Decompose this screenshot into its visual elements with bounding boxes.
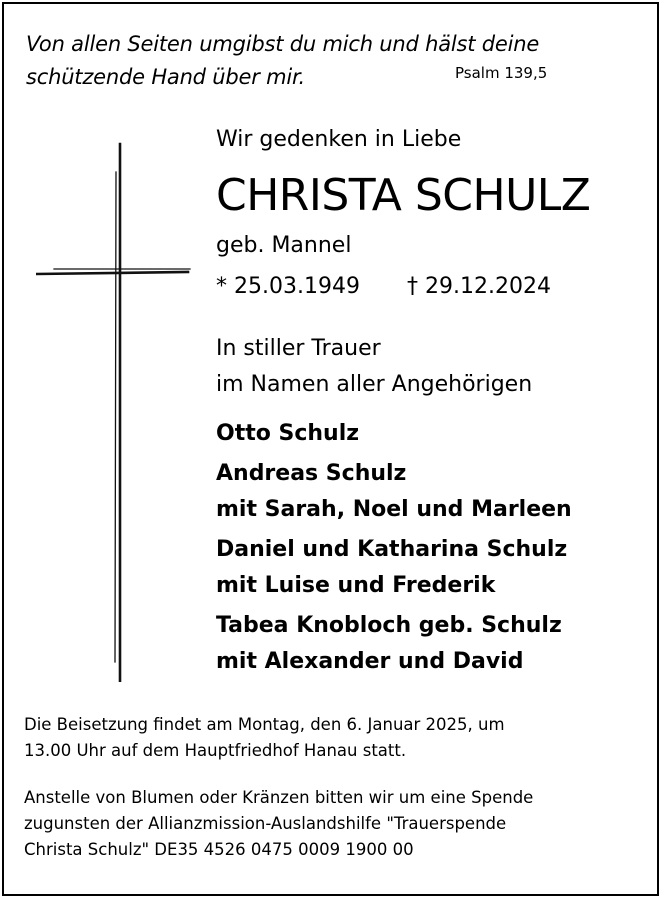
donation-line-2: zugunsten der Allianzmission-Auslandshilfe "Trauerspende bbox=[24, 814, 507, 833]
cross-icon bbox=[36, 142, 196, 682]
donation-info bbox=[24, 785, 644, 863]
family-line: Andreas Schulz bbox=[216, 461, 407, 486]
verse-line-1: Von allen Seiten umgibst du mich und hälst deine bbox=[26, 32, 540, 56]
deceased-name: CHRISTA SCHULZ bbox=[216, 170, 591, 221]
mourning-line-1: In stiller Trauer bbox=[216, 336, 381, 361]
burial-line-2: 13.00 Uhr auf dem Hauptfriedhof Hanau statt. bbox=[24, 741, 407, 760]
death-date: † 29.12.2024 bbox=[407, 274, 551, 299]
family-group bbox=[216, 608, 572, 680]
family-group bbox=[216, 532, 572, 604]
verse-line-2: schützende Hand über mir. bbox=[26, 65, 306, 89]
intro-text: Wir gedenken in Liebe bbox=[216, 127, 462, 152]
family-list bbox=[216, 416, 572, 684]
donation-line-3: Christa Schulz" DE35 4526 0475 0009 1900 00 bbox=[24, 840, 414, 859]
family-line: Otto Schulz bbox=[216, 421, 360, 446]
mourning-text bbox=[216, 331, 532, 403]
family-line: mit Luise und Frederik bbox=[216, 573, 496, 598]
life-dates bbox=[216, 274, 551, 299]
family-line: mit Alexander und David bbox=[216, 649, 524, 674]
mourning-line-2: im Namen aller Angehörigen bbox=[216, 372, 533, 397]
burial-line-1: Die Beisetzung findet am Montag, den 6. Januar 2025, um bbox=[24, 715, 505, 734]
donation-line-1: Anstelle von Blumen oder Kränzen bitten wir um eine Spende bbox=[24, 788, 534, 807]
family-line: mit Sarah, Noel und Marleen bbox=[216, 497, 572, 522]
maiden-name: geb. Mannel bbox=[216, 233, 352, 258]
verse-source: Psalm 139,5 bbox=[455, 64, 548, 82]
burial-info bbox=[24, 712, 644, 764]
family-group bbox=[216, 456, 572, 528]
birth-date: * 25.03.1949 bbox=[216, 274, 360, 299]
bible-verse bbox=[26, 28, 626, 94]
family-line: Daniel und Katharina Schulz bbox=[216, 537, 568, 562]
family-line: Tabea Knobloch geb. Schulz bbox=[216, 613, 562, 638]
family-group bbox=[216, 416, 572, 452]
